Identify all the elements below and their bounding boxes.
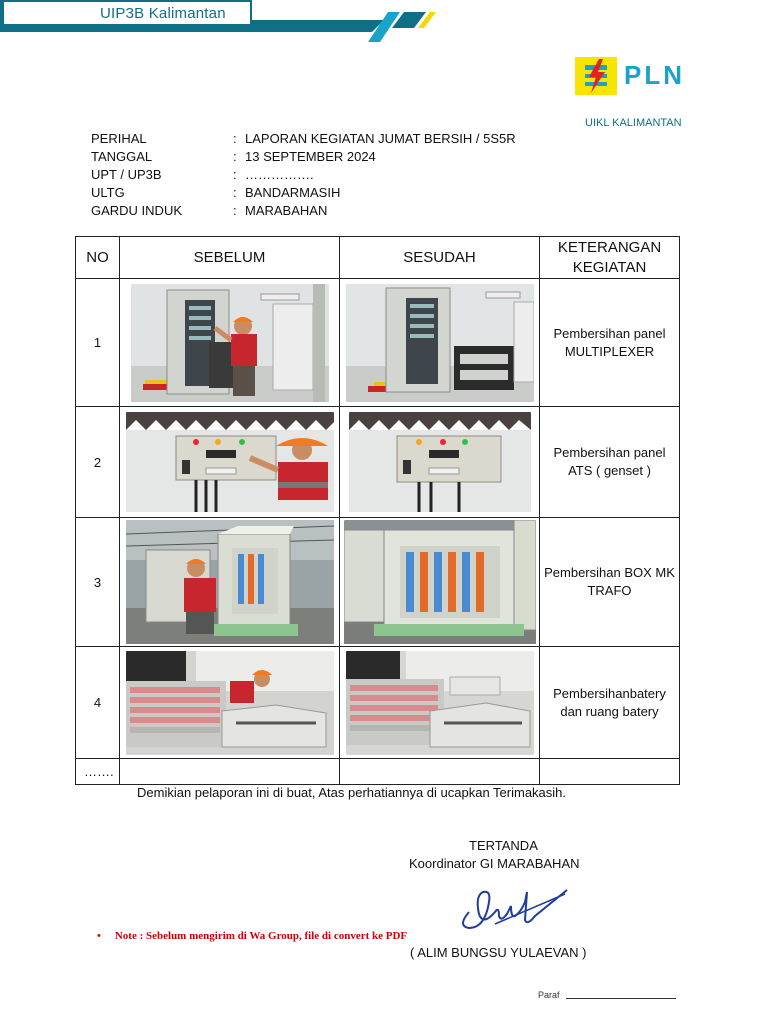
info-label: PERIHAL <box>91 131 147 146</box>
info-colon: : <box>233 149 237 164</box>
after-photo-cell <box>340 279 540 407</box>
empty-cell <box>340 759 540 785</box>
row-number: ……. <box>76 759 120 785</box>
after-photo-cell <box>340 647 540 759</box>
activity-description: Pembersihanbatery dan ruang batery <box>540 647 680 759</box>
before-photo <box>126 651 334 755</box>
table-row <box>76 759 680 785</box>
before-photo <box>126 520 334 644</box>
note-content: Note : Sebelum mengirim di Wa Group, file di convert ke PDF <box>114 930 408 942</box>
row-number: 2 <box>76 407 120 518</box>
header-description: KETERANGAN KEGIATAN <box>540 237 680 279</box>
after-photo <box>346 284 534 402</box>
activity-description: Pembersihan BOX MK TRAFO <box>540 518 680 647</box>
before-photo-cell <box>120 279 340 407</box>
info-value: 13 SEPTEMBER 2024 <box>245 149 376 164</box>
header-before: SEBELUM <box>120 237 340 279</box>
paraf-line <box>566 998 676 999</box>
table-row <box>76 407 680 518</box>
after-photo <box>346 651 534 755</box>
info-value: LAPORAN KEGIATAN JUMAT BERSIH / 5S5R <box>245 131 516 146</box>
after-photo-cell <box>340 518 540 647</box>
after-photo-cell <box>340 407 540 518</box>
table-header-row <box>76 237 680 279</box>
info-label: UPT / UP3B <box>91 167 162 182</box>
info-row-tanggal <box>91 148 516 166</box>
info-row-ultg <box>91 184 516 202</box>
info-value: ……………. <box>245 167 314 182</box>
paraf-label: Paraf <box>538 990 560 1000</box>
after-photo <box>344 520 536 644</box>
before-photo-cell <box>120 518 340 647</box>
info-value: BANDARMASIH <box>245 185 341 200</box>
empty-cell <box>120 759 340 785</box>
activity-description: Pembersihan panel ATS ( genset ) <box>540 407 680 518</box>
note-text <box>97 930 407 942</box>
info-colon: : <box>233 167 237 182</box>
pln-logo-text: PLN <box>624 60 685 90</box>
logo-subtitle: UIKL KALIMANTAN <box>585 117 682 129</box>
signer-title: Koordinator GI MARABAHAN <box>409 856 580 871</box>
info-colon: : <box>233 131 237 146</box>
signer-name: ( ALIM BUNGSU YULAEVAN ) <box>410 945 587 960</box>
report-info <box>91 130 516 220</box>
row-number: 1 <box>76 279 120 407</box>
info-value: MARABAHAN <box>245 203 328 218</box>
before-photo-cell <box>120 647 340 759</box>
before-photo-cell <box>120 407 340 518</box>
pln-lightning-icon <box>575 57 617 95</box>
info-label: GARDU INDUK <box>91 203 183 218</box>
closing-statement: Demikian pelaporan ini di buat, Atas perhatiannya di ucapkan Terimakasih. <box>137 785 567 800</box>
signature-image <box>455 882 575 934</box>
table-row <box>76 647 680 759</box>
empty-cell <box>540 759 680 785</box>
table-row <box>76 279 680 407</box>
row-number: 4 <box>76 647 120 759</box>
info-label: TANGGAL <box>91 149 153 164</box>
info-colon: : <box>233 203 237 218</box>
header-after: SESUDAH <box>340 237 540 279</box>
signed-label: TERTANDA <box>469 838 538 853</box>
info-label: ULTG <box>91 185 125 200</box>
row-number: 3 <box>76 518 120 647</box>
info-row-gardu-induk <box>91 202 516 220</box>
table-row <box>76 518 680 647</box>
after-photo <box>349 412 531 512</box>
before-photo <box>126 412 334 512</box>
activity-description: Pembersihan panel MULTIPLEXER <box>540 279 680 407</box>
info-row-upt <box>91 166 516 184</box>
activity-table <box>75 236 680 785</box>
header-no: NO <box>76 237 120 279</box>
note-bullet: • <box>97 930 101 942</box>
before-photo <box>131 284 329 402</box>
info-row-perihal <box>91 130 516 148</box>
banner-title: UIP3B Kalimantan <box>100 5 226 22</box>
info-colon: : <box>233 185 237 200</box>
